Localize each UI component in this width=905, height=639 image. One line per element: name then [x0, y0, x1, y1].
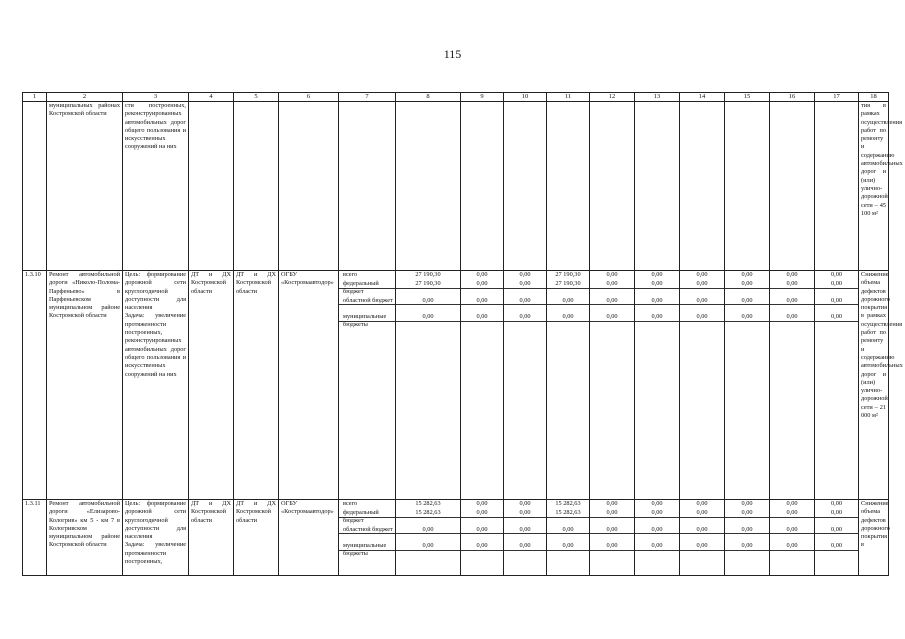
col-header: 13	[635, 93, 680, 102]
amount-col-14	[680, 500, 725, 576]
row-goal: Цель: формирование дорожной сети круглогодичной доступности для населения Задача: увеличение протяженности построенных,	[123, 500, 189, 576]
row-number: 1.3.11	[23, 500, 47, 576]
amount-value: 27 190,30	[415, 280, 441, 287]
row-number: 1.3.10	[23, 271, 47, 500]
amount-value: 0,00	[422, 526, 434, 533]
amount-col-15	[725, 500, 770, 576]
amount-value: 27 190,30	[555, 271, 581, 278]
funding-source-label: областной бюджет	[343, 297, 393, 304]
header-row	[23, 93, 889, 102]
amount-value: 0,00	[476, 280, 488, 287]
funding-source-label: федеральный бюджет	[343, 280, 379, 296]
page-number: 115	[443, 47, 462, 61]
funding-sources	[339, 500, 396, 576]
amount-value: 0,00	[651, 271, 663, 278]
amount-value: 0,00	[476, 526, 488, 533]
row-executor: ДТ и ДХ Костромской области	[189, 271, 234, 500]
amount-value: 0,00	[741, 500, 753, 507]
col-header: 14	[680, 93, 725, 102]
amount-total	[396, 500, 461, 576]
amount-value: 0,00	[696, 271, 708, 278]
amount-col-13	[635, 271, 680, 500]
amount-value: 0,00	[696, 509, 708, 516]
col-header: 5	[234, 93, 279, 102]
col-header: 8	[396, 93, 461, 102]
amount-value: 15 282,63	[555, 509, 581, 516]
amount-value: 0,00	[562, 542, 574, 549]
amount-col-17	[815, 271, 859, 500]
amount-value: 0,00	[830, 542, 843, 549]
col-header: 3	[123, 93, 189, 102]
amount-value: 0,00	[519, 280, 531, 287]
col-header: 4	[189, 93, 234, 102]
amount-value: 0,00	[696, 297, 708, 304]
amount-value: 0,00	[786, 297, 798, 304]
amount-value: 0,00	[696, 542, 708, 549]
amount-value: 0,00	[830, 500, 843, 507]
row-recipient: ОГБУ «Костромаавтодор»	[279, 271, 339, 500]
amount-value: 0,00	[651, 509, 663, 516]
funding-source-label: всего	[343, 271, 358, 278]
amount-value: 0,00	[651, 280, 663, 287]
amount-value: 15 282,63	[415, 509, 441, 516]
table-row	[23, 271, 889, 500]
amount-value: 0,00	[830, 526, 843, 533]
col-header: 16	[770, 93, 815, 102]
amount-value: 0,00	[696, 500, 708, 507]
row-recipient: ОГБУ «Костромаавтодор»	[279, 500, 339, 576]
amount-value: 0,00	[830, 297, 843, 304]
amount-value: 0,00	[741, 280, 753, 287]
amount-value: 0,00	[519, 271, 531, 278]
amount-value: 0,00	[606, 297, 618, 304]
amount-value: 0,00	[422, 542, 434, 549]
amount-value: 0,00	[696, 526, 708, 533]
amount-value: 0,00	[519, 313, 531, 320]
funding-source-label: муниципальные бюджеты	[343, 542, 387, 558]
row-result: Снижение объема дефектов дорожного покрытия в рамках осуществления работ по ремонту и содержанию автомобильных дорог и (или) улично-дорожной сети – 21 000 м²	[859, 271, 889, 500]
row-result: Снижение объема дефектов дорожного покрытия в	[859, 500, 889, 576]
amount-value: 0,00	[476, 271, 488, 278]
amount-value: 0,00	[830, 313, 843, 320]
amount-value: 0,00	[562, 297, 574, 304]
amount-col-14	[680, 271, 725, 500]
row-coexecutor: ДТ и ДХ Костромской области	[234, 500, 279, 576]
col-header: 17	[815, 93, 859, 102]
amount-value: 15 282,63	[415, 500, 441, 507]
amount-value: 0,00	[651, 297, 663, 304]
amount-col-10	[504, 271, 547, 500]
amount-value: 0,00	[741, 313, 753, 320]
amount-value: 0,00	[786, 271, 798, 278]
amount-value: 27 190,30	[555, 280, 581, 287]
row-coexecutor: ДТ и ДХ Костромской области	[234, 271, 279, 500]
amount-value: 0,00	[519, 500, 531, 507]
amount-total	[396, 271, 461, 500]
amount-col-16	[770, 500, 815, 576]
funding-source-label: областной бюджет	[343, 526, 393, 533]
col-header: 12	[590, 93, 635, 102]
amount-col-13	[635, 500, 680, 576]
col-header: 18	[859, 93, 889, 102]
amount-value: 0,00	[562, 526, 574, 533]
row-goal: сти построенных, реконструированных автомобильных дорог общего пользования и искусственных сооружений на них	[123, 102, 189, 271]
amount-value: 0,00	[830, 271, 843, 278]
amount-value: 0,00	[519, 297, 531, 304]
amount-value: 0,00	[476, 542, 488, 549]
amount-value: 0,00	[741, 542, 753, 549]
amount-value: 0,00	[422, 313, 434, 320]
col-header: 1	[23, 93, 47, 102]
amount-value: 0,00	[830, 509, 843, 516]
amount-value: 0,00	[651, 500, 663, 507]
funding-source-label: федеральный бюджет	[343, 509, 379, 525]
col-header: 7	[339, 93, 396, 102]
col-header: 10	[504, 93, 547, 102]
amount-value: 0,00	[476, 297, 488, 304]
amount-value: 0,00	[562, 313, 574, 320]
row-goal: Цель: формирование дорожной сети круглогодичной доступности для населения Задача: увеличение протяженности построенных, реконструированных автомобильных дорог общего пользования и искусственных сооружений на них	[123, 271, 189, 500]
amount-value: 0,00	[830, 280, 843, 287]
funding-source-label: муниципальные бюджеты	[343, 313, 387, 329]
row-name: Ремонт автомобильной дороги «Николо-Полома-Парфеньево» в Парфеньевском муниципальном районе Костромской области	[47, 271, 123, 500]
program-table	[22, 92, 903, 576]
amount-value: 0,00	[741, 271, 753, 278]
amount-value: 0,00	[422, 297, 434, 304]
amount-value: 0,00	[741, 526, 753, 533]
col-header: 15	[725, 93, 770, 102]
amount-value: 0,00	[651, 542, 663, 549]
amount-value: 0,00	[786, 280, 798, 287]
amount-value: 0,00	[476, 500, 488, 507]
amount-value: 0,00	[606, 509, 618, 516]
funding-sources	[339, 271, 396, 500]
amount-col-12	[590, 500, 635, 576]
amount-value: 0,00	[606, 500, 618, 507]
amount-value: 15 282,63	[555, 500, 581, 507]
amount-col-9	[461, 500, 504, 576]
amount-value: 0,00	[786, 526, 798, 533]
amount-col-12	[590, 271, 635, 500]
amount-value: 0,00	[741, 509, 753, 516]
amount-value: 0,00	[476, 509, 488, 516]
amount-value: 0,00	[606, 526, 618, 533]
amount-value: 0,00	[606, 280, 618, 287]
row-name: муниципальных районах Костромской области	[47, 102, 123, 271]
amount-value: 0,00	[651, 526, 663, 533]
amount-col-9	[461, 271, 504, 500]
col-header: 11	[547, 93, 590, 102]
amount-value: 0,00	[696, 313, 708, 320]
table-row	[23, 102, 889, 271]
table-row	[23, 500, 889, 576]
amount-value: 0,00	[741, 297, 753, 304]
amount-value: 0,00	[786, 542, 798, 549]
amount-value: 0,00	[786, 500, 798, 507]
amount-col-15	[725, 271, 770, 500]
row-executor: ДТ и ДХ Костромской области	[189, 500, 234, 576]
amount-value: 0,00	[786, 509, 798, 516]
amount-value: 0,00	[606, 313, 618, 320]
amount-col-10	[504, 500, 547, 576]
amount-value: 0,00	[651, 313, 663, 320]
amount-col-11	[547, 500, 590, 576]
amount-value: 0,00	[476, 313, 488, 320]
col-header: 2	[47, 93, 123, 102]
amount-value: 0,00	[606, 542, 618, 549]
amount-col-11	[547, 271, 590, 500]
amount-col-16	[770, 271, 815, 500]
amount-value: 0,00	[519, 542, 531, 549]
amount-value: 0,00	[519, 526, 531, 533]
col-header: 6	[279, 93, 339, 102]
amount-value: 0,00	[519, 509, 531, 516]
funding-source-label: всего	[343, 500, 358, 507]
row-result: тия в рамках осуществления работ по ремонту и содержанию автомобильных дорог и (или) улично-дорожной сети – 45 100 м²	[859, 102, 889, 271]
amount-value: 0,00	[786, 313, 798, 320]
amount-value: 0,00	[696, 280, 708, 287]
amount-col-17	[815, 500, 859, 576]
col-header: 9	[461, 93, 504, 102]
amount-value: 0,00	[606, 271, 618, 278]
amount-value: 27 190,30	[415, 271, 441, 278]
row-name: Ремонт автомобильной дороги «Елизарово-Кологрив» км 5 - км 7 в Кологривском муниципальном районе Костромской области	[47, 500, 123, 576]
